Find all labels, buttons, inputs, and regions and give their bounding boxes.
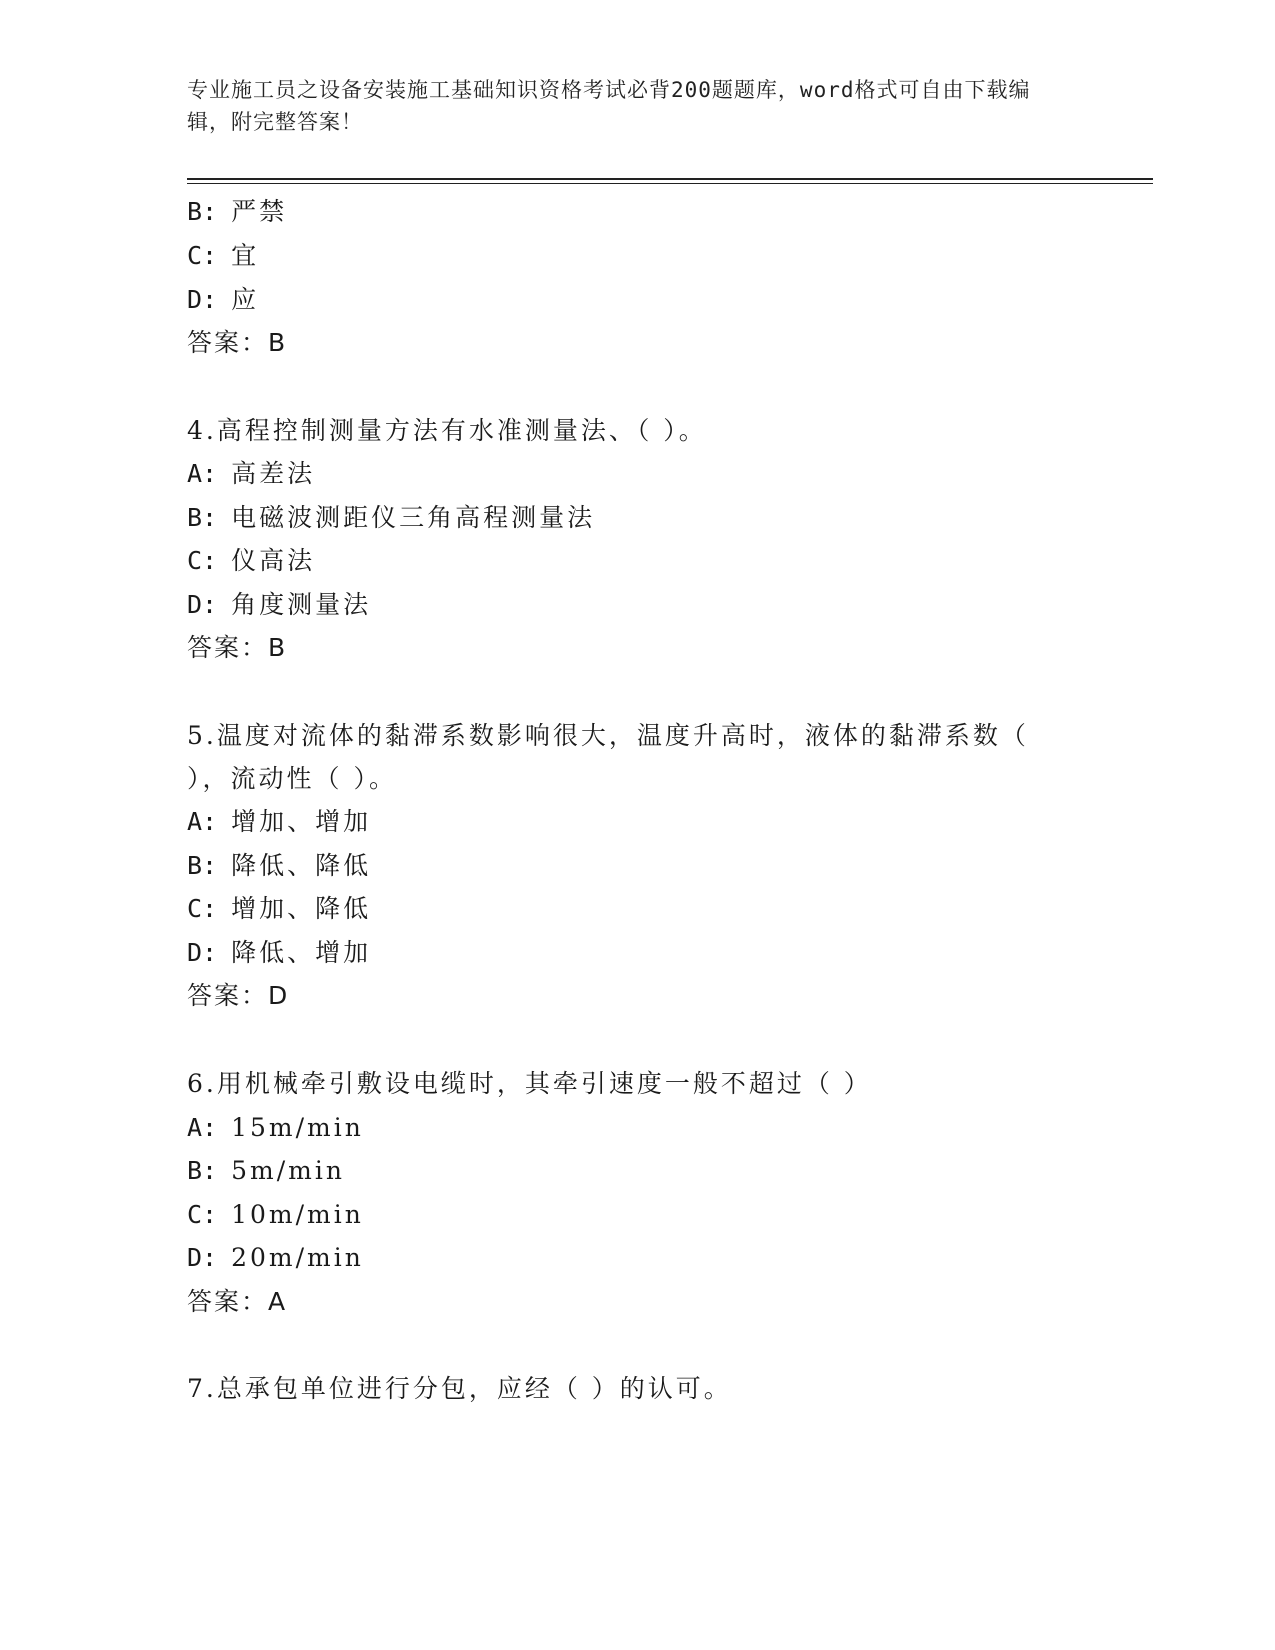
- option-c: [187, 545, 315, 577]
- option-d: [187, 937, 371, 969]
- option-letter: C:: [187, 894, 218, 923]
- option-letter: C:: [187, 1200, 218, 1229]
- question-text: ），流动性（ ）。: [187, 764, 397, 793]
- option-text: 仪高法: [231, 546, 316, 575]
- option-c: [187, 1199, 364, 1231]
- answer-line: 答案：B: [187, 328, 288, 357]
- option-c: [187, 240, 259, 272]
- option-text: 角度测量法: [231, 590, 372, 619]
- option-text: 增加、降低: [231, 894, 372, 923]
- document-header: 专业施工员之设备安装施工基础知识资格考试必背200题题库，word格式可自由下载编辑，附完整答案！: [187, 78, 1031, 134]
- option-text: 10m/min: [231, 1200, 364, 1229]
- answer-line: 答案：A: [187, 1287, 288, 1316]
- question-text: 4.高程控制测量方法有水准测量法、（ ）。: [187, 416, 707, 445]
- answer-line: 答案：D: [187, 981, 290, 1010]
- option-letter: D:: [187, 590, 218, 619]
- option-a: [187, 806, 371, 838]
- option-letter: B:: [187, 503, 218, 532]
- option-text: 15m/min: [231, 1113, 364, 1142]
- header-divider-thick: [187, 178, 1153, 180]
- question-5-line-1: [187, 720, 1029, 752]
- option-d: [187, 589, 371, 621]
- question-text: 6.用机械牵引敷设电缆时，其牵引速度一般不超过（ ）: [187, 1069, 872, 1098]
- option-letter: C:: [187, 241, 218, 270]
- option-c: [187, 893, 371, 925]
- option-letter: B:: [187, 851, 218, 880]
- option-b: [187, 850, 371, 882]
- question-4: [187, 415, 707, 447]
- answer-line: 答案：B: [187, 633, 288, 662]
- option-text: 降低、降低: [231, 851, 372, 880]
- option-letter: B:: [187, 197, 218, 226]
- option-b: [187, 502, 595, 534]
- option-d: [187, 1242, 364, 1274]
- option-d: [187, 284, 259, 316]
- option-text: 5m/min: [231, 1156, 345, 1185]
- option-text: 高差法: [231, 459, 316, 488]
- option-text: 降低、增加: [231, 938, 372, 967]
- question-6: [187, 1068, 872, 1100]
- option-a: [187, 458, 315, 490]
- option-b: [187, 196, 287, 228]
- header-divider-thin: [187, 183, 1153, 184]
- option-letter: A:: [187, 807, 218, 836]
- option-letter: D:: [187, 1243, 218, 1272]
- option-letter: A:: [187, 459, 218, 488]
- option-letter: C:: [187, 546, 218, 575]
- option-text: 20m/min: [231, 1243, 364, 1272]
- question-5-line-2: [187, 763, 397, 795]
- option-text: 电磁波测距仪三角高程测量法: [231, 503, 596, 532]
- option-a: [187, 1112, 364, 1144]
- option-letter: B:: [187, 1156, 218, 1185]
- option-text: 应: [231, 285, 260, 314]
- option-text: 增加、增加: [231, 807, 372, 836]
- option-text: 严禁: [231, 197, 288, 226]
- option-b: [187, 1155, 345, 1187]
- option-text: 宜: [231, 241, 260, 270]
- question-text: 7.总承包单位进行分包，应经（ ）的认可。: [187, 1374, 732, 1403]
- option-letter: D:: [187, 938, 218, 967]
- option-letter: D:: [187, 285, 218, 314]
- question-text: 5.温度对流体的黏滞系数影响很大，温度升高时，液体的黏滞系数（: [187, 721, 1029, 750]
- question-7: [187, 1373, 732, 1405]
- option-letter: A:: [187, 1113, 218, 1142]
